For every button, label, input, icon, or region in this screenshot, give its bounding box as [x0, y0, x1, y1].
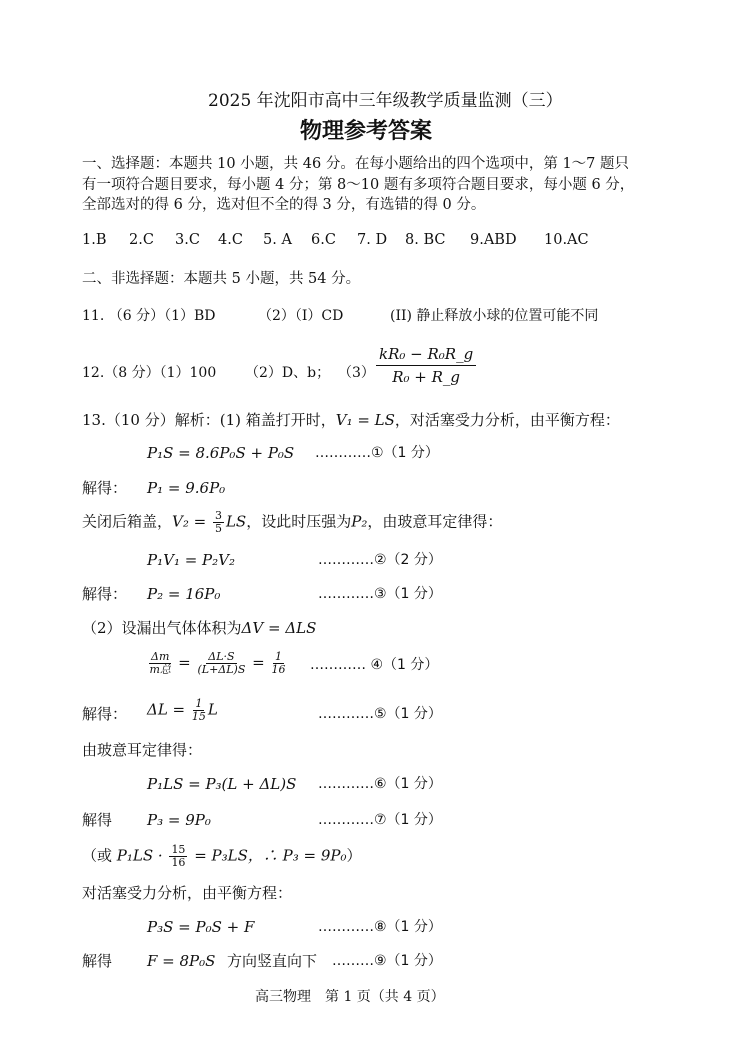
equation-8: P₃S = P₀S + F: [147, 918, 255, 936]
ratio-d2: (L+ΔL)S: [197, 663, 246, 676]
close-lid-line: [82, 510, 502, 535]
alt-post: ）: [346, 846, 362, 865]
answer-7: 7. D: [357, 232, 388, 248]
answer-3: 3.C: [175, 232, 200, 248]
alt-pre: （或: [82, 846, 117, 865]
ratio-n3: 1: [274, 650, 282, 663]
section1-line2: 有一项符合题目要求，每小题 4 分；第 8～10 题有多项符合题目要求，每小题 6 分，: [82, 177, 635, 193]
alt-rhs: = P₃LS，∴ P₃ = 9P₀: [189, 846, 347, 865]
boyle-line: 由玻意耳定律得：: [82, 741, 203, 759]
q11-part1: 11. （6 分）（1）BD: [82, 308, 216, 324]
equation-5: [147, 698, 218, 723]
page-footer: 高三物理 第 1 页（共 4 页）: [255, 989, 445, 1005]
close-v2-ls: LS: [225, 512, 247, 531]
close-p2: P₂: [351, 512, 368, 531]
solve-label-1: 解得：: [82, 479, 128, 497]
equation-2: P₁ = 9.6P₀: [147, 479, 226, 497]
equation-3-mark: …………②（2 分）: [318, 552, 442, 568]
equation-3: P₁V₁ = P₂V₂: [147, 551, 236, 569]
equation-5-mark: …………⑤（1 分）: [318, 706, 442, 722]
force-line: 对活塞受力分析，由平衡方程：: [82, 884, 293, 902]
solve-label-4: 解得: [82, 811, 113, 829]
ratio-mark: ………… ④（1 分）: [310, 657, 439, 673]
equation-7-mark: …………⑦（1 分）: [318, 812, 442, 828]
document-subtitle: 物理参考答案: [300, 118, 433, 144]
section1-line1: 一、选择题：本题共 10 小题，共 46 分。在每小题给出的四个选项中，第 1～7 题只: [82, 156, 630, 172]
ratio-n2: ΔL·S: [208, 650, 235, 663]
q12-formula: [376, 345, 476, 387]
equation-4: P₂ = 16P₀: [147, 585, 221, 603]
part2-intro: [82, 619, 316, 637]
alt-den: 16: [171, 856, 186, 869]
close-v2: V₂ =: [172, 512, 211, 531]
q13-intro-tail: ，对活塞受力分析，由平衡方程：: [394, 411, 620, 429]
answer-10: 10.AC: [544, 232, 589, 248]
section2-header: 二、非选择题：本题共 5 小题，共 54 分。: [82, 271, 361, 287]
q13-v1: V₁ = LS: [335, 411, 395, 429]
equation-7: P₃ = 9P₀: [147, 811, 211, 829]
equation-9-mark: ………⑨（1 分）: [332, 953, 442, 969]
close-frac-den: 5: [214, 522, 222, 535]
equation-4-mark: …………③（1 分）: [318, 586, 442, 602]
q13-intro: [82, 411, 620, 429]
equation-9: F = 8P₀S: [147, 952, 216, 970]
close-tail: ，由玻意耳定律得：: [367, 512, 503, 531]
part2-dv: ΔV = ΔLS: [241, 619, 317, 637]
close-pre: 关闭后箱盖，: [82, 512, 173, 531]
ratio-n1: Δm: [151, 650, 170, 663]
close-mid: ，设此时压强为: [246, 512, 352, 531]
eq5-l: L: [207, 700, 218, 719]
solve-label-2: 解得：: [82, 585, 128, 603]
eq5-lhs: ΔL =: [147, 700, 190, 719]
alt-equation: [82, 844, 362, 869]
q12-formula-numerator: kR₀ − R₀R_g: [376, 345, 476, 366]
answer-4: 4.C: [218, 232, 243, 248]
solve-label-5: 解得: [82, 952, 113, 970]
ratio-d3: 16: [271, 663, 286, 676]
eq5-den: 15: [191, 710, 206, 723]
answer-6: 6.C: [311, 232, 336, 248]
part2-intro-text: （2）设漏出气体体积为: [82, 619, 242, 637]
exam-title: 2025 年沈阳市高中三年级教学质量监测（三）: [208, 91, 563, 111]
answer-9: 9.ABD: [470, 232, 517, 248]
answer-2: 2.C: [129, 232, 154, 248]
alt-num: 15: [171, 843, 186, 856]
q12-part1: 12.（8 分）（1）100: [82, 365, 217, 381]
q12-part3: （3）: [338, 365, 375, 381]
answer-5: 5. A: [263, 232, 292, 248]
equation-6: P₁LS = P₃(L + ΔL)S: [147, 775, 297, 793]
solve-label-3: 解得：: [82, 705, 128, 723]
ratio-equation: $\frac{\Delta m}{\text{m总}}$ = $\frac{\Delta L\cdot S}{(L+\Delta L)S}$ = $\frac{1}{16}$: [149, 650, 286, 676]
equation-1: P₁S = 8.6P₀S + P₀S: [147, 444, 295, 462]
equation-6-mark: …………⑥（1 分）: [318, 776, 442, 792]
q13-intro-text: 13.（10 分）解析：(1) 箱盖打开时，: [82, 411, 336, 429]
answer-8: 8. BC: [405, 232, 446, 248]
equation-9-direction: 方向竖直向下: [227, 952, 318, 970]
q12-formula-denominator: R₀ + R_g: [392, 368, 461, 386]
close-frac-num: 3: [214, 509, 222, 522]
answer-1: 1.B: [82, 232, 107, 248]
ratio-d1: m总: [149, 663, 171, 676]
section1-line3: 全部选对的得 6 分，选对但不全的得 3 分，有选错的得 0 分。: [82, 197, 486, 213]
equation-1-mark: …………①（1 分）: [315, 445, 439, 461]
q11-part3: (II) 静止释放小球的位置可能不同: [390, 308, 599, 324]
q11-part2: （2）（I）CD: [258, 308, 344, 324]
mc-answers: [82, 231, 589, 249]
equation-8-mark: …………⑧（1 分）: [318, 919, 442, 935]
alt-lhs: P₁LS ·: [116, 846, 168, 865]
q12-part2: （2）D、b；: [245, 365, 331, 381]
eq5-num: 1: [195, 697, 203, 710]
